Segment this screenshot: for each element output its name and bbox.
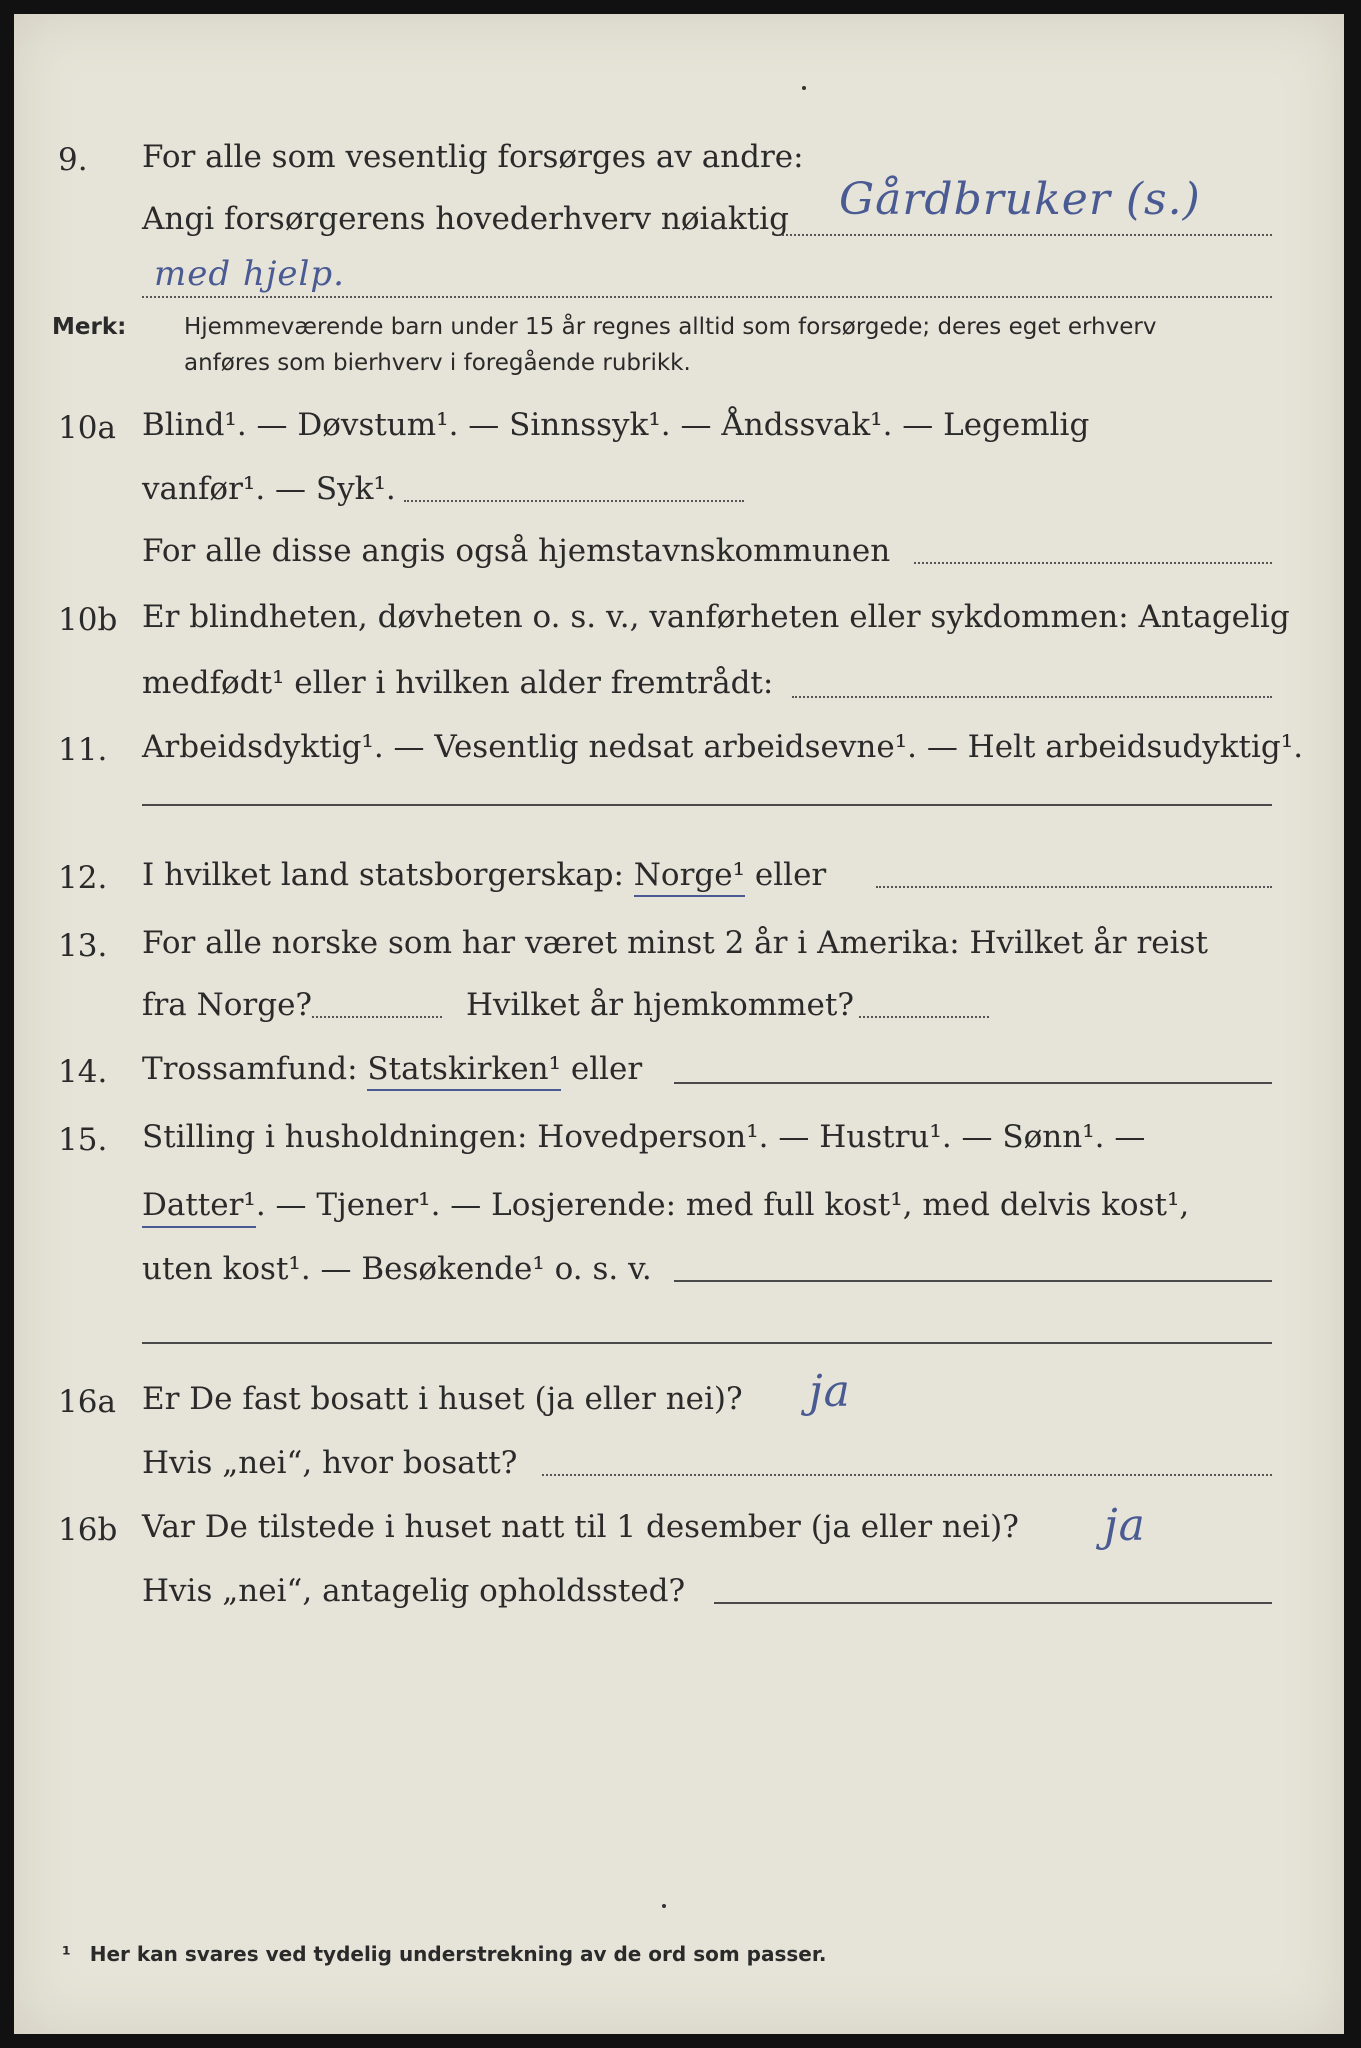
q9-answer-line1 (782, 234, 1272, 236)
q15-line3: uten kost¹. — Besøkende¹ o. s. v. (142, 1251, 652, 1287)
footnote-text: Her kan svares ved tydelig understrekning av de ord som passer. (89, 1942, 827, 1966)
paper-speck (802, 86, 806, 90)
q9-answer-line2 (142, 296, 1272, 298)
q14-question: Trossamfund: (142, 1051, 358, 1087)
q16a-handwritten-answer: ja (809, 1366, 851, 1417)
q9-line2: Angi forsørgerens hovederhverv nøiaktig (142, 201, 789, 237)
q16a-line1: Er De fast bosatt i huset (ja eller nei)? (142, 1381, 743, 1417)
q15-answer-line1 (674, 1280, 1272, 1282)
q10b-line1: Er blindheten, døvheten o. s. v., vanførheten eller sykdommen: Antagelig (142, 599, 1290, 635)
q12-answer-line (876, 886, 1272, 888)
q16a-answer-line (542, 1474, 1272, 1476)
q12-question: I hvilket land statsborgerskap: (142, 857, 624, 893)
q16a-number: 16a (58, 1384, 116, 1420)
q14-number: 14. (58, 1054, 108, 1090)
q11-answer-line (142, 804, 1272, 806)
note-line1: Hjemmeværende barn under 15 år regnes alltid som forsørgede; deres eget erhverv (184, 314, 1157, 340)
census-form-page (14, 14, 1344, 2034)
q12-line (142, 857, 827, 893)
q10b-number: 10b (58, 602, 118, 638)
q12-or: eller (754, 857, 827, 893)
q11-number: 11. (58, 732, 108, 768)
q10a-municipality-line (914, 562, 1272, 564)
q13-line2a: fra Norge? (142, 987, 313, 1023)
q15-answer-line2 (142, 1342, 1272, 1344)
q14-or: eller (570, 1051, 643, 1087)
q16b-line2: Hvis „nei“, antagelig opholdssted? (142, 1573, 686, 1609)
q14-underlined-answer: Statskirken¹ (367, 1051, 561, 1091)
q14-answer-line (674, 1082, 1272, 1084)
q10a-line1: Blind¹. — Døvstum¹. — Sinnssyk¹. — Åndssvak¹. — Legemlig (142, 407, 1090, 443)
footnote-mark: ¹ (62, 1942, 71, 1966)
footnote (62, 1942, 826, 1966)
note-label: Merk: (52, 314, 127, 340)
q12-underlined-answer: Norge¹ (634, 857, 745, 897)
q16b-handwritten-answer: ja (1104, 1500, 1146, 1551)
q10b-line2: medfødt¹ eller i hvilken alder fremtrådt: (142, 665, 774, 701)
q10a-line2: vanfør¹. — Syk¹. (142, 471, 396, 507)
q13-line2b: Hvilket år hjemkommet? (466, 987, 854, 1023)
q16b-line1: Var De tilstede i huset natt til 1 desember (ja eller nei)? (142, 1509, 1019, 1545)
q15-number: 15. (58, 1122, 108, 1158)
q13-number: 13. (58, 928, 108, 964)
q9-number: 9. (58, 142, 88, 178)
q15-line2-rest: . — Tjener¹. — Losjerende: med full kost¹, med delvis kost¹, (255, 1187, 1190, 1223)
q12-number: 12. (58, 860, 108, 896)
q16a-line2: Hvis „nei“, hvor bosatt? (142, 1445, 518, 1481)
q10a-number: 10a (58, 410, 116, 446)
q15-line2 (142, 1187, 1190, 1223)
paper-speck (662, 1904, 666, 1908)
q13-departure-line (312, 1016, 442, 1018)
note-line2: anføres som bierhverv i foregående rubrikk. (184, 350, 691, 376)
q16b-number: 16b (58, 1512, 118, 1548)
q9-line1: For alle som vesentlig forsørges av andre: (142, 139, 804, 175)
q13-line1: For alle norske som har været minst 2 år i Amerika: Hvilket år reist (142, 925, 1208, 961)
q10b-answer-line (792, 696, 1272, 698)
q10a-answer-line (404, 500, 744, 502)
q15-line1: Stilling i husholdningen: Hovedperson¹. — Hustru¹. — Sønn¹. — (142, 1119, 1146, 1155)
q11-line1: Arbeidsdyktig¹. — Vesentlig nedsat arbeidsevne¹. — Helt arbeidsudyktig¹. (142, 729, 1304, 765)
q10a-line3: For alle disse angis også hjemstavnskommunen (142, 533, 891, 569)
q15-underlined-answer: Datter¹ (142, 1187, 256, 1228)
q14-line (142, 1051, 643, 1087)
q9-handwritten-answer1: Gårdbruker (s.) (839, 174, 1201, 225)
q13-return-line (859, 1016, 989, 1018)
q16b-answer-line (714, 1602, 1272, 1604)
q9-handwritten-answer2: med hjelp. (154, 254, 345, 294)
